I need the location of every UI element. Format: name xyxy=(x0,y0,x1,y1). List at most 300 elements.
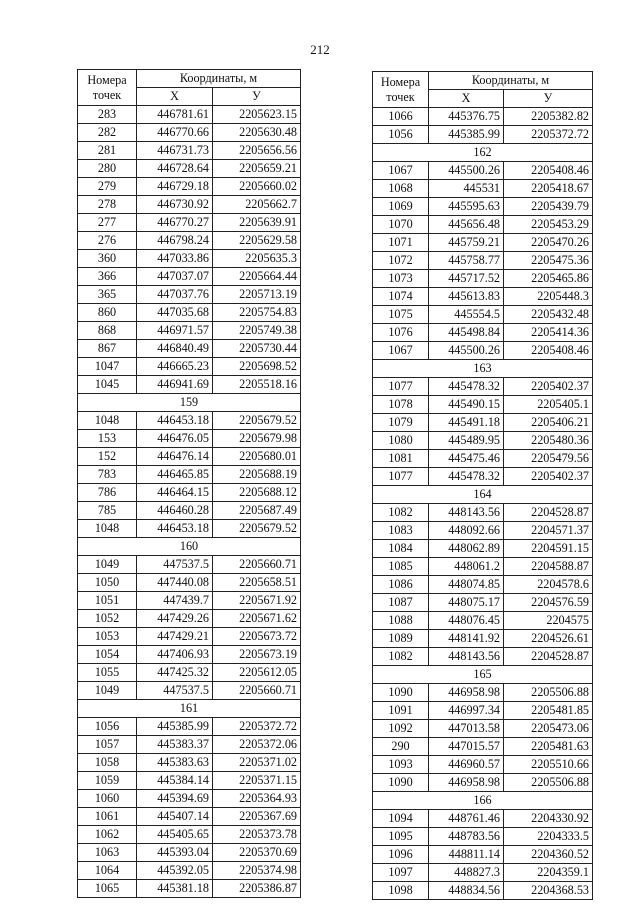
table-row xyxy=(373,216,593,234)
y-coordinate-cell: 2205687.49 xyxy=(213,502,301,520)
y-coordinate-cell: 2204591.15 xyxy=(504,540,593,558)
x-coordinate-cell: 448092.66 xyxy=(429,522,504,540)
y-coordinate-cell: 2205660.71 xyxy=(213,682,301,700)
point-number-cell: 1059 xyxy=(78,772,137,790)
y-coordinate-cell: 2205673.72 xyxy=(213,628,301,646)
point-number-cell: 366 xyxy=(78,268,137,286)
y-coordinate-cell: 2205481.85 xyxy=(504,702,593,720)
point-number-cell: 360 xyxy=(78,250,137,268)
point-number-cell: 1048 xyxy=(78,412,137,430)
coordinates-header: Координаты, м xyxy=(429,72,593,90)
x-coordinate-cell: 445491.18 xyxy=(429,414,504,432)
table-row xyxy=(78,412,301,430)
table-row xyxy=(78,376,301,394)
y-coordinate-cell: 2205453.29 xyxy=(504,216,593,234)
x-coordinate-cell: 445383.63 xyxy=(137,754,213,772)
table-row xyxy=(78,448,301,466)
y-coordinate-cell: 2205664.44 xyxy=(213,268,301,286)
point-number-cell: 1068 xyxy=(373,180,429,198)
x-coordinate-cell: 445489.95 xyxy=(429,432,504,450)
point-number-cell: 1053 xyxy=(78,628,137,646)
table-row xyxy=(78,286,301,304)
point-number-cell: 1089 xyxy=(373,630,429,648)
point-number-cell: 1074 xyxy=(373,288,429,306)
point-number-cell: 867 xyxy=(78,340,137,358)
y-coordinate-cell: 2205660.02 xyxy=(213,178,301,196)
table-row xyxy=(373,828,593,846)
table-row xyxy=(78,628,301,646)
x-coordinate-cell: 447429.21 xyxy=(137,628,213,646)
y-coordinate-cell: 2204576.59 xyxy=(504,594,593,612)
group-number: 163 xyxy=(373,360,593,378)
y-coordinate-cell: 2205679.98 xyxy=(213,430,301,448)
x-coordinate-cell: 448761.46 xyxy=(429,810,504,828)
point-number-cell: 1096 xyxy=(373,846,429,864)
point-number-cell: 1080 xyxy=(373,432,429,450)
y-coordinate-cell: 2205367.69 xyxy=(213,808,301,826)
table-row xyxy=(373,594,593,612)
x-coordinate-cell: 446770.27 xyxy=(137,214,213,232)
point-number-cell: 1067 xyxy=(373,342,429,360)
y-coordinate-cell: 2205439.79 xyxy=(504,198,593,216)
point-number-cell: 1077 xyxy=(373,468,429,486)
y-coordinate-cell: 2205635.3 xyxy=(213,250,301,268)
y-coordinate-cell: 2205612.05 xyxy=(213,664,301,682)
group-row xyxy=(373,666,593,684)
x-coordinate-cell: 447406.93 xyxy=(137,646,213,664)
group-row xyxy=(373,360,593,378)
table-row xyxy=(78,142,301,160)
table-row xyxy=(373,576,593,594)
point-number-cell: 1091 xyxy=(373,702,429,720)
x-coordinate-cell: 446781.61 xyxy=(137,106,213,124)
point-number-cell: 1097 xyxy=(373,864,429,882)
x-coordinate-cell: 446453.18 xyxy=(137,412,213,430)
y-coordinate-cell: 2205432.48 xyxy=(504,306,593,324)
x-coordinate-cell: 447035.68 xyxy=(137,304,213,322)
y-coordinate-cell: 2205475.36 xyxy=(504,252,593,270)
point-number-header: Номера точек xyxy=(373,72,429,108)
table-row xyxy=(78,754,301,772)
y-coordinate-cell: 2205659.21 xyxy=(213,160,301,178)
point-number-cell: 1070 xyxy=(373,216,429,234)
y-coordinate-cell: 2205481.63 xyxy=(504,738,593,756)
table-row xyxy=(373,864,593,882)
point-number-cell: 1072 xyxy=(373,252,429,270)
point-number-cell: 1045 xyxy=(78,376,137,394)
x-column-header: X xyxy=(429,90,504,108)
x-coordinate-cell: 446460.28 xyxy=(137,502,213,520)
table-row xyxy=(373,234,593,252)
table-row xyxy=(373,612,593,630)
x-coordinate-cell: 447013.58 xyxy=(429,720,504,738)
y-coordinate-cell: 2205754.83 xyxy=(213,304,301,322)
table-row xyxy=(78,268,301,286)
y-coordinate-cell: 2205418.67 xyxy=(504,180,593,198)
y-coordinate-cell: 2205629.58 xyxy=(213,232,301,250)
x-coordinate-cell: 448141.92 xyxy=(429,630,504,648)
point-number-cell: 1081 xyxy=(373,450,429,468)
y-coordinate-cell: 2205671.62 xyxy=(213,610,301,628)
table-row xyxy=(78,862,301,880)
table-body xyxy=(78,106,301,898)
point-number-cell: 1060 xyxy=(78,790,137,808)
x-coordinate-cell: 446453.18 xyxy=(137,520,213,538)
point-number-cell: 365 xyxy=(78,286,137,304)
x-coordinate-cell: 445385.99 xyxy=(137,718,213,736)
y-coordinate-cell: 2205386.87 xyxy=(213,880,301,898)
table-row xyxy=(373,126,593,144)
y-column-header: У xyxy=(504,90,593,108)
x-coordinate-cell: 446731.73 xyxy=(137,142,213,160)
y-coordinate-cell: 2205506.88 xyxy=(504,684,593,702)
point-number-cell: 1088 xyxy=(373,612,429,630)
table-row xyxy=(373,252,593,270)
x-coordinate-cell: 445656.48 xyxy=(429,216,504,234)
table-row xyxy=(373,522,593,540)
table-row xyxy=(373,810,593,828)
point-number-cell: 1090 xyxy=(373,684,429,702)
x-coordinate-cell: 445595.63 xyxy=(429,198,504,216)
point-number-cell: 1093 xyxy=(373,756,429,774)
x-coordinate-cell: 446798.24 xyxy=(137,232,213,250)
table-row xyxy=(78,592,301,610)
table-row xyxy=(78,484,301,502)
y-coordinate-cell: 2205730.44 xyxy=(213,340,301,358)
y-coordinate-cell: 2204333.5 xyxy=(504,828,593,846)
table-row xyxy=(78,880,301,898)
table-row xyxy=(373,288,593,306)
y-coordinate-cell: 2204578.6 xyxy=(504,576,593,594)
table-row xyxy=(373,630,593,648)
group-number: 160 xyxy=(78,538,301,556)
table-row xyxy=(373,882,593,900)
table-row xyxy=(78,718,301,736)
point-number-cell: 1078 xyxy=(373,396,429,414)
point-number-cell: 1063 xyxy=(78,844,137,862)
x-coordinate-cell: 448062.89 xyxy=(429,540,504,558)
x-coordinate-cell: 445490.15 xyxy=(429,396,504,414)
table-row xyxy=(78,124,301,142)
y-coordinate-cell: 2204526.61 xyxy=(504,630,593,648)
table-row xyxy=(373,324,593,342)
y-coordinate-cell: 2204360.52 xyxy=(504,846,593,864)
table-row xyxy=(78,520,301,538)
table-row xyxy=(373,684,593,702)
group-number: 165 xyxy=(373,666,593,684)
point-number-cell: 290 xyxy=(373,738,429,756)
x-coordinate-cell: 445475.46 xyxy=(429,450,504,468)
table-row xyxy=(373,108,593,126)
y-coordinate-cell: 2204528.87 xyxy=(504,648,593,666)
point-number-cell: 277 xyxy=(78,214,137,232)
x-coordinate-cell: 445407.14 xyxy=(137,808,213,826)
point-number-cell: 1047 xyxy=(78,358,137,376)
y-coordinate-cell: 2205688.19 xyxy=(213,466,301,484)
y-coordinate-cell: 2205408.46 xyxy=(504,162,593,180)
point-number-cell: 1084 xyxy=(373,540,429,558)
point-number-cell: 281 xyxy=(78,142,137,160)
y-coordinate-cell: 2205402.37 xyxy=(504,468,593,486)
point-number-cell: 1050 xyxy=(78,574,137,592)
table-row xyxy=(373,504,593,522)
x-coordinate-cell: 445531 xyxy=(429,180,504,198)
x-coordinate-cell: 448075.17 xyxy=(429,594,504,612)
coordinates-table-left xyxy=(77,69,301,898)
y-coordinate-cell: 2205658.51 xyxy=(213,574,301,592)
point-number-cell: 1085 xyxy=(373,558,429,576)
x-coordinate-cell: 446770.66 xyxy=(137,124,213,142)
point-number-cell: 1054 xyxy=(78,646,137,664)
point-number-cell: 1083 xyxy=(373,522,429,540)
y-coordinate-cell: 2205465.86 xyxy=(504,270,593,288)
table-row xyxy=(78,160,301,178)
group-number: 161 xyxy=(78,700,301,718)
x-coordinate-cell: 446941.69 xyxy=(137,376,213,394)
y-coordinate-cell: 2205372.72 xyxy=(504,126,593,144)
x-coordinate-cell: 445381.18 xyxy=(137,880,213,898)
x-coordinate-cell: 445759.21 xyxy=(429,234,504,252)
table-row xyxy=(78,826,301,844)
x-coordinate-cell: 445498.84 xyxy=(429,324,504,342)
table-row xyxy=(78,304,301,322)
x-coordinate-cell: 448827.3 xyxy=(429,864,504,882)
x-coordinate-cell: 445500.26 xyxy=(429,342,504,360)
table-row xyxy=(78,682,301,700)
table-row xyxy=(373,270,593,288)
x-coordinate-cell: 446958.98 xyxy=(429,774,504,792)
point-number-header: Номера точек xyxy=(78,70,137,106)
point-number-cell: 1048 xyxy=(78,520,137,538)
y-coordinate-cell: 2205630.48 xyxy=(213,124,301,142)
table-row xyxy=(373,378,593,396)
y-coordinate-cell: 2205656.56 xyxy=(213,142,301,160)
group-number: 159 xyxy=(78,394,301,412)
point-number-cell: 860 xyxy=(78,304,137,322)
table-row xyxy=(373,306,593,324)
point-number-cell: 1052 xyxy=(78,610,137,628)
table-row xyxy=(78,790,301,808)
point-number-cell: 276 xyxy=(78,232,137,250)
y-coordinate-cell: 2205510.66 xyxy=(504,756,593,774)
x-coordinate-cell: 445758.77 xyxy=(429,252,504,270)
table-row xyxy=(373,540,593,558)
x-coordinate-cell: 446665.23 xyxy=(137,358,213,376)
x-coordinate-cell: 445394.69 xyxy=(137,790,213,808)
y-coordinate-cell: 2205680.01 xyxy=(213,448,301,466)
y-coordinate-cell: 2205713.19 xyxy=(213,286,301,304)
group-number: 166 xyxy=(373,792,593,810)
y-coordinate-cell: 2205480.36 xyxy=(504,432,593,450)
x-coordinate-cell: 445478.32 xyxy=(429,378,504,396)
group-row xyxy=(78,700,301,718)
coordinates-table-right xyxy=(372,71,593,900)
y-coordinate-cell: 2204588.87 xyxy=(504,558,593,576)
point-number-cell: 1056 xyxy=(373,126,429,144)
point-number-cell: 1061 xyxy=(78,808,137,826)
x-coordinate-cell: 445478.32 xyxy=(429,468,504,486)
point-number-cell: 279 xyxy=(78,178,137,196)
x-coordinate-cell: 445500.26 xyxy=(429,162,504,180)
point-number-cell: 1073 xyxy=(373,270,429,288)
y-coordinate-cell: 2205406.21 xyxy=(504,414,593,432)
table-body xyxy=(373,108,593,900)
table-row xyxy=(78,232,301,250)
point-number-cell: 283 xyxy=(78,106,137,124)
y-column-header: У xyxy=(213,88,301,106)
table-row xyxy=(78,106,301,124)
point-number-cell: 1082 xyxy=(373,504,429,522)
x-coordinate-cell: 447015.57 xyxy=(429,738,504,756)
x-coordinate-cell: 447537.5 xyxy=(137,556,213,574)
table-row xyxy=(78,574,301,592)
x-coordinate-cell: 447037.76 xyxy=(137,286,213,304)
x-coordinate-cell: 447440.08 xyxy=(137,574,213,592)
point-number-cell: 1076 xyxy=(373,324,429,342)
point-number-cell: 1090 xyxy=(373,774,429,792)
point-number-cell: 1056 xyxy=(78,718,137,736)
table-row xyxy=(78,646,301,664)
point-number-cell: 280 xyxy=(78,160,137,178)
x-coordinate-cell: 446464.15 xyxy=(137,484,213,502)
point-number-cell: 1098 xyxy=(373,882,429,900)
x-coordinate-cell: 445392.05 xyxy=(137,862,213,880)
table-row xyxy=(373,450,593,468)
x-coordinate-cell: 445384.14 xyxy=(137,772,213,790)
table-row xyxy=(78,610,301,628)
point-number-cell: 1077 xyxy=(373,378,429,396)
x-coordinate-cell: 446960.57 xyxy=(429,756,504,774)
y-coordinate-cell: 2205506.88 xyxy=(504,774,593,792)
point-number-cell: 278 xyxy=(78,196,137,214)
point-number-cell: 1062 xyxy=(78,826,137,844)
x-coordinate-cell: 448834.56 xyxy=(429,882,504,900)
y-coordinate-cell: 2205479.56 xyxy=(504,450,593,468)
x-coordinate-cell: 446971.57 xyxy=(137,322,213,340)
x-coordinate-cell: 445383.37 xyxy=(137,736,213,754)
point-number-cell: 1071 xyxy=(373,234,429,252)
x-coordinate-cell: 445405.65 xyxy=(137,826,213,844)
y-coordinate-cell: 2204368.53 xyxy=(504,882,593,900)
y-coordinate-cell: 2205372.06 xyxy=(213,736,301,754)
x-coordinate-cell: 445385.99 xyxy=(429,126,504,144)
table-row xyxy=(373,720,593,738)
y-coordinate-cell: 2205408.46 xyxy=(504,342,593,360)
y-coordinate-cell: 2205679.52 xyxy=(213,412,301,430)
table-row xyxy=(373,162,593,180)
y-coordinate-cell: 2205414.36 xyxy=(504,324,593,342)
table-row xyxy=(78,340,301,358)
point-number-cell: 1049 xyxy=(78,556,137,574)
y-coordinate-cell: 2204330.92 xyxy=(504,810,593,828)
table-row xyxy=(78,214,301,232)
table-row xyxy=(78,502,301,520)
x-coordinate-cell: 445613.83 xyxy=(429,288,504,306)
y-coordinate-cell: 2205623.15 xyxy=(213,106,301,124)
table-row xyxy=(78,844,301,862)
table-row xyxy=(78,178,301,196)
x-coordinate-cell: 446997.34 xyxy=(429,702,504,720)
x-coordinate-cell: 446729.18 xyxy=(137,178,213,196)
table-row xyxy=(373,702,593,720)
y-coordinate-cell: 2205473.06 xyxy=(504,720,593,738)
table-row xyxy=(78,430,301,448)
table-row xyxy=(373,756,593,774)
y-coordinate-cell: 2205639.91 xyxy=(213,214,301,232)
group-number: 164 xyxy=(373,486,593,504)
y-coordinate-cell: 2205402.37 xyxy=(504,378,593,396)
point-number-cell: 1069 xyxy=(373,198,429,216)
x-coordinate-cell: 447439.7 xyxy=(137,592,213,610)
point-number-cell: 786 xyxy=(78,484,137,502)
y-coordinate-cell: 2205371.02 xyxy=(213,754,301,772)
x-coordinate-cell: 445554.5 xyxy=(429,306,504,324)
table-row xyxy=(373,396,593,414)
y-coordinate-cell: 2205405.1 xyxy=(504,396,593,414)
point-number-cell: 783 xyxy=(78,466,137,484)
x-coordinate-cell: 446730.92 xyxy=(137,196,213,214)
x-coordinate-cell: 448143.56 xyxy=(429,648,504,666)
y-coordinate-cell: 2204571.37 xyxy=(504,522,593,540)
point-number-cell: 1094 xyxy=(373,810,429,828)
table-row xyxy=(78,808,301,826)
x-coordinate-cell: 448061.2 xyxy=(429,558,504,576)
y-coordinate-cell: 2204359.1 xyxy=(504,864,593,882)
y-coordinate-cell: 2205662.7 xyxy=(213,196,301,214)
y-coordinate-cell: 2205364.93 xyxy=(213,790,301,808)
y-coordinate-cell: 2205370.69 xyxy=(213,844,301,862)
point-number-cell: 1086 xyxy=(373,576,429,594)
x-coordinate-cell: 448811.14 xyxy=(429,846,504,864)
group-row xyxy=(78,394,301,412)
y-coordinate-cell: 2205373.78 xyxy=(213,826,301,844)
point-number-cell: 1049 xyxy=(78,682,137,700)
table-row xyxy=(78,322,301,340)
point-number-cell: 1064 xyxy=(78,862,137,880)
table-row xyxy=(78,466,301,484)
x-coordinate-cell: 447537.5 xyxy=(137,682,213,700)
table-row xyxy=(78,736,301,754)
point-number-cell: 282 xyxy=(78,124,137,142)
y-coordinate-cell: 2205374.98 xyxy=(213,862,301,880)
point-number-cell: 1095 xyxy=(373,828,429,846)
point-number-cell: 868 xyxy=(78,322,137,340)
x-coordinate-cell: 445717.52 xyxy=(429,270,504,288)
y-coordinate-cell: 2204528.87 xyxy=(504,504,593,522)
point-number-cell: 1058 xyxy=(78,754,137,772)
x-coordinate-cell: 445376.75 xyxy=(429,108,504,126)
table-row xyxy=(78,358,301,376)
point-number-cell: 1079 xyxy=(373,414,429,432)
table-row xyxy=(373,342,593,360)
point-number-cell: 1087 xyxy=(373,594,429,612)
point-number-cell: 153 xyxy=(78,430,137,448)
x-coordinate-cell: 447037.07 xyxy=(137,268,213,286)
table-row xyxy=(373,648,593,666)
group-row xyxy=(78,538,301,556)
point-number-cell: 785 xyxy=(78,502,137,520)
table-row xyxy=(373,198,593,216)
y-coordinate-cell: 2205688.12 xyxy=(213,484,301,502)
y-coordinate-cell: 2205371.15 xyxy=(213,772,301,790)
point-number-cell: 1051 xyxy=(78,592,137,610)
y-coordinate-cell: 2205698.52 xyxy=(213,358,301,376)
x-coordinate-cell: 447429.26 xyxy=(137,610,213,628)
x-coordinate-cell: 446958.98 xyxy=(429,684,504,702)
table-row xyxy=(78,250,301,268)
table-row xyxy=(373,180,593,198)
y-coordinate-cell: 2205673.19 xyxy=(213,646,301,664)
